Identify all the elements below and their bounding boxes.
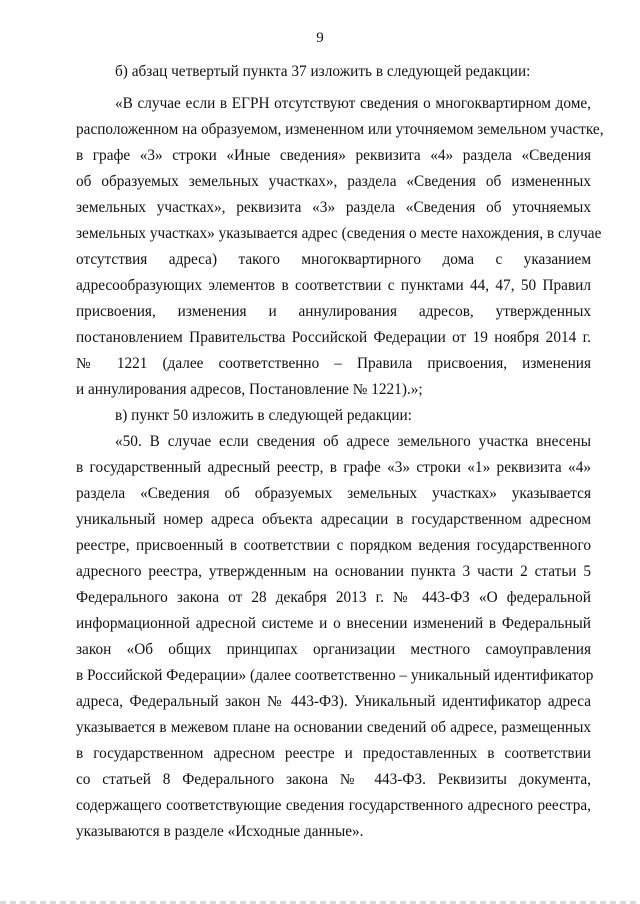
paragraph-line: в государственном адресном реестре и предоставленных в соответствии	[76, 745, 591, 762]
paragraph-line: земельных участках» указывается адрес (сведения о месте нахождения, в случае	[76, 225, 602, 242]
paragraph-line: в графе «3» строки «Иные сведения» реквизита «4» раздела «Сведения	[76, 147, 591, 164]
paragraph-line: указываются в разделе «Исходные данные».	[76, 823, 364, 840]
paragraph-line: информационной адресной системе и о внесении изменений в Федеральный	[76, 615, 591, 632]
paragraph-line: содержащего соответствующие сведения государственного адресного реестра,	[76, 797, 591, 814]
paragraph-line: б) абзац четвертый пункта 37 изложить в следующей редакции:	[115, 63, 531, 80]
paragraph-line: раздела «Сведения об образуемых земельных участках» указывается	[76, 485, 591, 502]
paragraph-line: реестре, присвоенный в соответствии с порядком ведения государственного	[76, 537, 591, 554]
paragraph-line: адресообразующих элементов в соответствии с пунктами 44, 47, 50 Правил	[76, 277, 591, 294]
paragraph-line: со статьей 8 Федерального закона № 443-ФЗ. Реквизиты документа,	[76, 771, 591, 788]
paragraph-line: «В случае если в ЕГРН отсутствуют сведения о многоквартирном доме,	[115, 95, 591, 112]
paragraph-line: Федерального закона от 28 декабря 2013 г. № 443-ФЗ «О федеральной	[76, 589, 591, 606]
paragraph-line: № 1221 (далее соответственно – Правила присвоения, изменения	[76, 355, 591, 372]
paragraph-line: об образуемых земельных участках», раздела «Сведения об измененных	[76, 173, 591, 190]
paragraph-line: земельных участках», реквизита «3» раздела «Сведения об уточняемых	[76, 199, 591, 216]
paragraph-line: и аннулирования адресов, Постановление № 1221).»;	[76, 381, 423, 398]
paragraph-line: адреса, Федеральный закон № 443-ФЗ). Уникальный идентификатор адреса	[76, 693, 591, 710]
paragraph-line: закон «Об общих принципах организации местного самоуправления	[76, 641, 591, 658]
paragraph-line: «50. В случае если сведения об адресе земельного участка внесены	[115, 433, 591, 450]
paragraph-line: отсутствия адреса) такого многоквартирного дома с указанием	[76, 251, 591, 268]
page-number: 9	[316, 30, 324, 46]
paragraph-line: уникальный номер адреса объекта адресации в государственном адресном	[76, 511, 591, 528]
paragraph-line: в государственный адресный реестр, в графе «3» строки «1» реквизита «4»	[76, 459, 591, 476]
paragraph-line: расположенном на образуемом, измененном или уточняемом земельном участке,	[76, 121, 604, 138]
paragraph-line: в Российской Федерации» (далее соответственно – уникальный идентификатор	[76, 667, 594, 684]
paragraph-line: указывается в межевом плане на основании сведений об адресе, размещенных	[76, 719, 591, 736]
paragraph-line: адресного реестра, утвержденным на основании пункта 3 части 2 статьи 5	[76, 563, 591, 580]
paragraph-line: в) пункт 50 изложить в следующей редакции:	[115, 407, 412, 424]
paragraph-line: присвоения, изменения и аннулирования адресов, утвержденных	[76, 303, 591, 320]
paragraph-line: постановлением Правительства Российской Федерации от 19 ноября 2014 г.	[76, 329, 591, 346]
